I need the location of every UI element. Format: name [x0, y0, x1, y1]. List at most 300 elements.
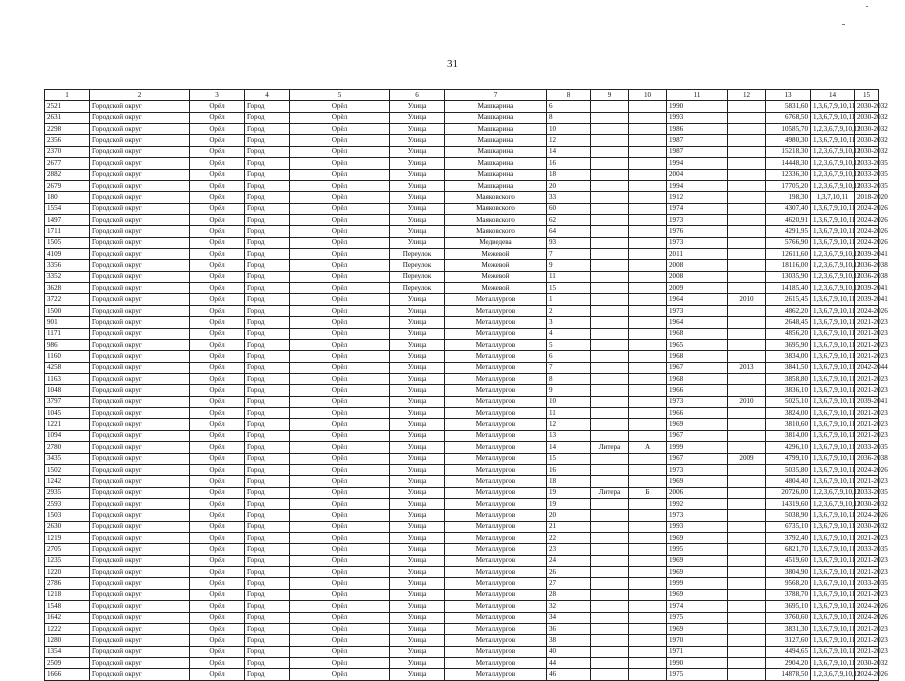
build-year-cell: 1969: [667, 555, 728, 566]
municipality-name-cell: Орёл: [190, 464, 245, 475]
house-number-cell: 12: [547, 135, 591, 146]
registry-id-cell: 1160: [45, 351, 90, 362]
street-type-cell: Улица: [390, 146, 445, 157]
house-number-cell: 46: [547, 669, 591, 680]
registry-id-cell: 2593: [45, 498, 90, 509]
settlement-type-cell: Город: [245, 328, 290, 339]
municipality-type-cell: Городской округ: [90, 124, 190, 135]
house-number-cell: 23: [547, 544, 591, 555]
settlement-name-cell: Орёл: [290, 249, 390, 260]
house-number-cell: 4: [547, 328, 591, 339]
house-number-cell: 8: [547, 112, 591, 123]
municipality-type-cell: Городской округ: [90, 146, 190, 157]
table-row: [45, 419, 879, 430]
work-types-cell: 1,3,6,7,9,10,11: [811, 578, 855, 589]
table-row: [45, 430, 879, 441]
house-number-cell: 18: [547, 169, 591, 180]
building-type-cell: [591, 146, 629, 157]
registry-id-cell: 1554: [45, 203, 90, 214]
column-number-header-row: [45, 90, 879, 101]
municipality-type-cell: Городской округ: [90, 283, 190, 294]
repair-period-cell: 2021-2023: [855, 317, 879, 328]
street-type-cell: Улица: [390, 567, 445, 578]
house-number-cell: 28: [547, 589, 591, 600]
street-type-cell: Улица: [390, 373, 445, 384]
registry-id-cell: 1094: [45, 430, 90, 441]
registry-id-cell: 1163: [45, 373, 90, 384]
street-type-cell: Улица: [390, 555, 445, 566]
build-year-cell: 1965: [667, 339, 728, 350]
building-letter-cell: Б: [629, 487, 667, 498]
repair-period-cell: 2042-2044: [855, 362, 879, 373]
municipality-type-cell: Городской округ: [90, 498, 190, 509]
reconstruction-year-cell: [728, 203, 766, 214]
reconstruction-year-cell: [728, 521, 766, 532]
municipality-name-cell: Орёл: [190, 567, 245, 578]
house-number-cell: 93: [547, 237, 591, 248]
repair-period-cell: 2030-2032: [855, 101, 879, 112]
settlement-type-cell: Город: [245, 657, 290, 668]
build-year-cell: 1969: [667, 567, 728, 578]
street-name-cell: Металлургов: [445, 567, 547, 578]
street-name-cell: Машкарина: [445, 146, 547, 157]
build-year-cell: 1973: [667, 464, 728, 475]
settlement-name-cell: Орёл: [290, 146, 390, 157]
building-type-cell: [591, 476, 629, 487]
street-name-cell: Металлургов: [445, 510, 547, 521]
registry-id-cell: 2679: [45, 180, 90, 191]
total-area-cell: 3824,00: [766, 408, 811, 419]
total-area-cell: 3841,50: [766, 362, 811, 373]
build-year-cell: 1969: [667, 476, 728, 487]
building-type-cell: [591, 158, 629, 169]
municipality-type-cell: Городской округ: [90, 351, 190, 362]
municipality-type-cell: Городской округ: [90, 567, 190, 578]
street-type-cell: Улица: [390, 487, 445, 498]
work-types-cell: 1,3,6,7,9,10,11: [811, 408, 855, 419]
municipality-type-cell: Городской округ: [90, 169, 190, 180]
street-name-cell: Металлургов: [445, 544, 547, 555]
settlement-name-cell: Орёл: [290, 578, 390, 589]
building-letter-cell: [629, 646, 667, 657]
settlement-type-cell: Город: [245, 635, 290, 646]
settlement-name-cell: Орёл: [290, 498, 390, 509]
street-name-cell: Металлургов: [445, 533, 547, 544]
build-year-cell: 1999: [667, 578, 728, 589]
settlement-name-cell: Орёл: [290, 476, 390, 487]
work-types-cell: 1,2,3,6,7,9,10,11: [811, 146, 855, 157]
table-row: [45, 669, 879, 680]
street-type-cell: Улица: [390, 317, 445, 328]
table-row: [45, 396, 879, 407]
total-area-cell: 12336,30: [766, 169, 811, 180]
work-types-cell: 1,3,6,7,9,10,11: [811, 101, 855, 112]
municipality-type-cell: Городской округ: [90, 158, 190, 169]
house-number-cell: 15: [547, 453, 591, 464]
settlement-type-cell: Город: [245, 226, 290, 237]
table-row: [45, 305, 879, 316]
build-year-cell: 2008: [667, 271, 728, 282]
repair-period-cell: 2033-2035: [855, 180, 879, 191]
building-letter-cell: [629, 260, 667, 271]
municipality-name-cell: Орёл: [190, 339, 245, 350]
street-name-cell: Металлургов: [445, 476, 547, 487]
work-types-cell: 1,3,6,7,9,10,11: [811, 555, 855, 566]
building-letter-cell: [629, 328, 667, 339]
building-type-cell: [591, 396, 629, 407]
work-types-cell: 1,2,3,6,7,9,10,11: [811, 283, 855, 294]
house-number-cell: 6: [547, 101, 591, 112]
reconstruction-year-cell: [728, 226, 766, 237]
building-letter-cell: [629, 464, 667, 475]
municipality-name-cell: Орёл: [190, 635, 245, 646]
total-area-cell: 4799,10: [766, 453, 811, 464]
municipality-name-cell: Орёл: [190, 169, 245, 180]
building-type-cell: [591, 589, 629, 600]
table-row: [45, 646, 879, 657]
settlement-type-cell: Город: [245, 385, 290, 396]
repair-period-cell: 2021-2023: [855, 339, 879, 350]
building-letter-cell: [629, 135, 667, 146]
building-type-cell: [591, 362, 629, 373]
total-area-cell: 9568,20: [766, 578, 811, 589]
municipality-name-cell: Орёл: [190, 249, 245, 260]
column-number-8: 8: [547, 90, 591, 101]
build-year-cell: 2004: [667, 169, 728, 180]
total-area-cell: 3695,10: [766, 601, 811, 612]
municipality-type-cell: Городской округ: [90, 396, 190, 407]
work-types-cell: 1,3,6,7,9,10,11: [811, 544, 855, 555]
building-type-cell: [591, 135, 629, 146]
municipality-type-cell: Городской округ: [90, 362, 190, 373]
municipality-name-cell: Орёл: [190, 408, 245, 419]
build-year-cell: 1968: [667, 328, 728, 339]
building-letter-cell: [629, 339, 667, 350]
reconstruction-year-cell: [728, 589, 766, 600]
table-row: [45, 124, 879, 135]
table-row: [45, 385, 879, 396]
settlement-name-cell: Орёл: [290, 555, 390, 566]
repair-period-cell: 2021-2023: [855, 385, 879, 396]
reconstruction-year-cell: [728, 317, 766, 328]
municipality-type-cell: Городской округ: [90, 589, 190, 600]
total-area-cell: 18116,00: [766, 260, 811, 271]
build-year-cell: 1967: [667, 362, 728, 373]
reconstruction-year-cell: [728, 555, 766, 566]
building-letter-cell: [629, 657, 667, 668]
building-letter-cell: [629, 373, 667, 384]
registry-id-cell: 2705: [45, 544, 90, 555]
registry-id-cell: 2677: [45, 158, 90, 169]
street-name-cell: Металлургов: [445, 396, 547, 407]
municipality-type-cell: Городской округ: [90, 192, 190, 203]
municipality-type-cell: Городской округ: [90, 339, 190, 350]
street-type-cell: Улица: [390, 589, 445, 600]
house-number-cell: 20: [547, 180, 591, 191]
table-row: [45, 294, 879, 305]
street-name-cell: Металлургов: [445, 623, 547, 634]
registry-id-cell: 3356: [45, 260, 90, 271]
building-type-cell: [591, 623, 629, 634]
building-letter-cell: [629, 101, 667, 112]
settlement-name-cell: Орёл: [290, 260, 390, 271]
build-year-cell: 1964: [667, 294, 728, 305]
work-types-cell: 1,2,3,6,7,9,10,11: [811, 487, 855, 498]
municipality-name-cell: Орёл: [190, 453, 245, 464]
street-type-cell: Переулок: [390, 260, 445, 271]
house-number-cell: 36: [547, 623, 591, 634]
municipality-type-cell: Городской округ: [90, 476, 190, 487]
street-type-cell: Переулок: [390, 283, 445, 294]
reconstruction-year-cell: [728, 487, 766, 498]
street-type-cell: Улица: [390, 453, 445, 464]
total-area-cell: 3831,30: [766, 623, 811, 634]
municipality-name-cell: Орёл: [190, 260, 245, 271]
registry-id-cell: 1666: [45, 669, 90, 680]
settlement-name-cell: Орёл: [290, 544, 390, 555]
reconstruction-year-cell: [728, 101, 766, 112]
total-area-cell: 3836,10: [766, 385, 811, 396]
building-letter-cell: [629, 669, 667, 680]
street-name-cell: Межевой: [445, 249, 547, 260]
house-number-cell: 32: [547, 601, 591, 612]
street-name-cell: Машкарина: [445, 135, 547, 146]
settlement-type-cell: Город: [245, 396, 290, 407]
reconstruction-year-cell: [728, 498, 766, 509]
street-type-cell: Улица: [390, 203, 445, 214]
building-letter-cell: [629, 396, 667, 407]
table-row: [45, 487, 879, 498]
municipality-type-cell: Городской округ: [90, 271, 190, 282]
municipality-type-cell: Городской округ: [90, 419, 190, 430]
street-type-cell: Улица: [390, 578, 445, 589]
reconstruction-year-cell: [728, 612, 766, 623]
reconstruction-year-cell: [728, 135, 766, 146]
building-letter-cell: [629, 271, 667, 282]
settlement-type-cell: Город: [245, 214, 290, 225]
total-area-cell: 4519,60: [766, 555, 811, 566]
building-type-cell: [591, 317, 629, 328]
street-type-cell: Улица: [390, 135, 445, 146]
municipality-name-cell: Орёл: [190, 317, 245, 328]
reconstruction-year-cell: [728, 578, 766, 589]
total-area-cell: 4856,20: [766, 328, 811, 339]
reconstruction-year-cell: [728, 169, 766, 180]
municipality-type-cell: Городской округ: [90, 260, 190, 271]
building-letter-cell: [629, 498, 667, 509]
work-types-cell: 1,3,6,7,9,10,11: [811, 373, 855, 384]
settlement-type-cell: Город: [245, 464, 290, 475]
settlement-type-cell: Город: [245, 317, 290, 328]
house-number-cell: 5: [547, 339, 591, 350]
street-name-cell: Металлургов: [445, 498, 547, 509]
table-row: [45, 260, 879, 271]
work-types-cell: 1,3,6,7,9,10,11: [811, 646, 855, 657]
municipality-name-cell: Орёл: [190, 180, 245, 191]
registry-id-cell: 2786: [45, 578, 90, 589]
municipality-type-cell: Городской округ: [90, 464, 190, 475]
total-area-cell: 14185,40: [766, 283, 811, 294]
build-year-cell: 1990: [667, 657, 728, 668]
settlement-name-cell: Орёл: [290, 135, 390, 146]
column-number-11: 11: [667, 90, 728, 101]
work-types-cell: 1,3,6,7,9,10,11: [811, 464, 855, 475]
total-area-cell: 4620,91: [766, 214, 811, 225]
street-type-cell: Улица: [390, 419, 445, 430]
repair-period-cell: 2033-2035: [855, 487, 879, 498]
reconstruction-year-cell: [728, 385, 766, 396]
table-row: [45, 203, 879, 214]
house-number-cell: 11: [547, 408, 591, 419]
build-year-cell: 2006: [667, 487, 728, 498]
building-type-cell: [591, 408, 629, 419]
street-type-cell: Улица: [390, 442, 445, 453]
municipality-type-cell: Городской округ: [90, 226, 190, 237]
build-year-cell: 2008: [667, 260, 728, 271]
building-type-cell: [591, 635, 629, 646]
street-type-cell: Улица: [390, 669, 445, 680]
column-number-4: 4: [245, 90, 290, 101]
building-letter-cell: [629, 214, 667, 225]
settlement-type-cell: Город: [245, 533, 290, 544]
registry-id-cell: 1503: [45, 510, 90, 521]
reconstruction-year-cell: [728, 408, 766, 419]
street-type-cell: Улица: [390, 362, 445, 373]
reconstruction-year-cell: [728, 158, 766, 169]
work-types-cell: 1,3,6,7,9,10,11: [811, 328, 855, 339]
building-type-cell: [591, 124, 629, 135]
scan-speck: [842, 24, 845, 25]
work-types-cell: 1,3,6,7,9,10,11: [811, 419, 855, 430]
repair-period-cell: 2030-2032: [855, 521, 879, 532]
registry-id-cell: 1497: [45, 214, 90, 225]
municipality-type-cell: Городской округ: [90, 442, 190, 453]
municipality-type-cell: Городской округ: [90, 612, 190, 623]
total-area-cell: 198,30: [766, 192, 811, 203]
build-year-cell: 1975: [667, 669, 728, 680]
settlement-name-cell: Орёл: [290, 635, 390, 646]
settlement-name-cell: Орёл: [290, 521, 390, 532]
street-name-cell: Машкарина: [445, 169, 547, 180]
building-letter-cell: [629, 510, 667, 521]
street-name-cell: Металлургов: [445, 453, 547, 464]
work-types-cell: 1,3,6,7,9,10,11: [811, 521, 855, 532]
settlement-type-cell: Город: [245, 578, 290, 589]
street-type-cell: Улица: [390, 521, 445, 532]
building-type-cell: [591, 657, 629, 668]
build-year-cell: 1993: [667, 112, 728, 123]
street-type-cell: Улица: [390, 351, 445, 362]
table-row: [45, 453, 879, 464]
municipality-name-cell: Орёл: [190, 498, 245, 509]
building-letter-cell: А: [629, 442, 667, 453]
street-name-cell: Металлургов: [445, 646, 547, 657]
table-row: [45, 601, 879, 612]
reconstruction-year-cell: [728, 601, 766, 612]
building-letter-cell: [629, 601, 667, 612]
street-name-cell: Металлургов: [445, 657, 547, 668]
total-area-cell: 5038,90: [766, 510, 811, 521]
settlement-type-cell: Город: [245, 544, 290, 555]
registry-id-cell: 1548: [45, 601, 90, 612]
street-name-cell: Металлургов: [445, 555, 547, 566]
house-number-cell: 12: [547, 419, 591, 430]
settlement-name-cell: Орёл: [290, 101, 390, 112]
street-name-cell: Межевой: [445, 260, 547, 271]
registry-id-cell: 1711: [45, 226, 90, 237]
settlement-name-cell: Орёл: [290, 567, 390, 578]
table-row: [45, 249, 879, 260]
total-area-cell: 5766,90: [766, 237, 811, 248]
column-number-7: 7: [445, 90, 547, 101]
municipality-type-cell: Городской округ: [90, 453, 190, 464]
build-year-cell: 1969: [667, 533, 728, 544]
reconstruction-year-cell: [728, 328, 766, 339]
street-type-cell: Улица: [390, 601, 445, 612]
building-type-cell: [591, 249, 629, 260]
settlement-name-cell: Орёл: [290, 601, 390, 612]
street-name-cell: Металлургов: [445, 635, 547, 646]
building-letter-cell: [629, 226, 667, 237]
municipality-type-cell: Городской округ: [90, 294, 190, 305]
registry-id-cell: 3435: [45, 453, 90, 464]
building-type-cell: [591, 294, 629, 305]
settlement-type-cell: Город: [245, 124, 290, 135]
registry-id-cell: 1354: [45, 646, 90, 657]
column-number-12: 12: [728, 90, 766, 101]
build-year-cell: 1973: [667, 214, 728, 225]
street-type-cell: Улица: [390, 328, 445, 339]
table-row: [45, 351, 879, 362]
reconstruction-year-cell: 2010: [728, 294, 766, 305]
building-type-cell: [591, 328, 629, 339]
total-area-cell: 2615,45: [766, 294, 811, 305]
settlement-name-cell: Орёл: [290, 464, 390, 475]
table-row: [45, 192, 879, 203]
building-type-cell: [591, 351, 629, 362]
settlement-type-cell: Город: [245, 646, 290, 657]
repair-period-cell: 2021-2023: [855, 623, 879, 634]
reconstruction-year-cell: [728, 249, 766, 260]
registry-id-cell: 1218: [45, 589, 90, 600]
total-area-cell: 3814,00: [766, 430, 811, 441]
registry-id-cell: 1242: [45, 476, 90, 487]
work-types-cell: 1,3,6,7,9,10,11: [811, 396, 855, 407]
work-types-cell: 1,2,3,6,7,9,10,11: [811, 669, 855, 680]
building-letter-cell: [629, 544, 667, 555]
street-name-cell: Машкарина: [445, 124, 547, 135]
repair-period-cell: 2030-2032: [855, 146, 879, 157]
work-types-cell: 1,3,6,7,9,10,11: [811, 430, 855, 441]
building-letter-cell: [629, 612, 667, 623]
street-name-cell: Маяковского: [445, 192, 547, 203]
work-types-cell: 1,3,6,7,9,10,11: [811, 112, 855, 123]
total-area-cell: 5035,80: [766, 464, 811, 475]
municipality-type-cell: Городской округ: [90, 408, 190, 419]
building-type-cell: [591, 385, 629, 396]
house-number-cell: 18: [547, 476, 591, 487]
municipality-name-cell: Орёл: [190, 612, 245, 623]
building-type-cell: [591, 305, 629, 316]
street-name-cell: Металлургов: [445, 589, 547, 600]
building-type-cell: [591, 578, 629, 589]
street-name-cell: Межевой: [445, 283, 547, 294]
house-number-cell: 27: [547, 578, 591, 589]
table-row: [45, 226, 879, 237]
municipality-name-cell: Орёл: [190, 237, 245, 248]
total-area-cell: 4307,40: [766, 203, 811, 214]
municipality-type-cell: Городской округ: [90, 317, 190, 328]
